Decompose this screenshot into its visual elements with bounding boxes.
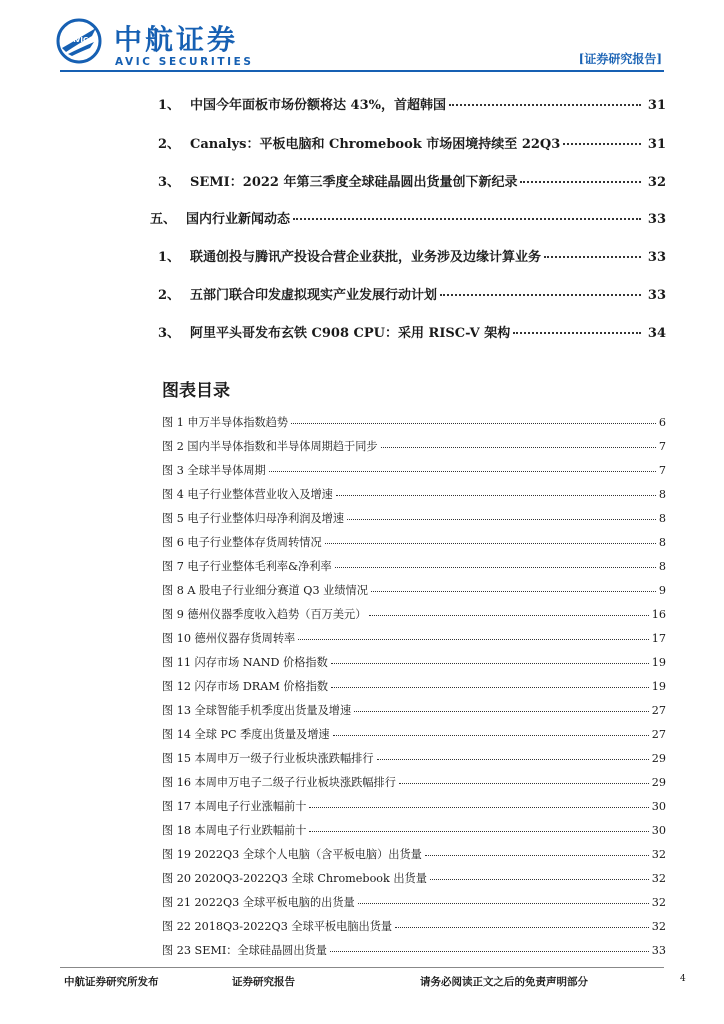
dot-leader — [381, 447, 656, 448]
toc-entry-number: 1、 — [157, 250, 180, 265]
figure-entry-label: 图 22 2018Q3-2022Q3 全球平板电脑出货量 — [162, 920, 393, 933]
toc-entry-title: 五部门联合印发虚拟现实产业发展行动计划 — [190, 288, 438, 303]
toc-entry[interactable] — [0, 171, 724, 190]
figure-entry[interactable] — [162, 414, 666, 430]
figure-entry-label: 图 21 2022Q3 全球平板电脑的出货量 — [162, 896, 355, 909]
figure-entry-page: 19 — [651, 680, 666, 693]
figure-entry-page: 27 — [651, 704, 666, 717]
figure-entry-label: 图 18 本周电子行业跌幅前十 — [162, 824, 307, 837]
figure-entry-page: 8 — [658, 560, 666, 573]
dot-leader — [399, 783, 649, 784]
figure-entry[interactable] — [162, 726, 666, 742]
figure-entry-label: 图 8 A 股电子行业细分赛道 Q3 业绩情况 — [162, 584, 368, 597]
figure-entry-label: 图 20 2020Q3-2022Q3 全球 Chromebook 出货量 — [162, 872, 427, 885]
dot-leader — [331, 663, 649, 664]
toc-entry-page: 31 — [647, 137, 666, 152]
footer-divider — [60, 967, 664, 968]
figure-entry-label: 图 10 德州仪器存货周转率 — [162, 632, 296, 645]
figure-entry-label: 图 4 电子行业整体营业收入及增速 — [162, 488, 333, 501]
toc-entry-page: 33 — [647, 212, 666, 227]
toc-entry-number: 3、 — [157, 175, 180, 190]
dot-leader — [330, 951, 649, 952]
figure-entry-label: 图 7 电子行业整体毛利率&净利率 — [162, 560, 332, 573]
toc-entry[interactable] — [0, 246, 724, 265]
dot-leader — [291, 423, 656, 424]
footer-disclaimer: 请务必阅读正文之后的免责声明部分 — [420, 976, 588, 988]
dot-leader — [354, 711, 649, 712]
dot-leader — [395, 927, 649, 928]
toc-entry-title: 国内行业新闻动态 — [186, 212, 291, 227]
avic-logo-icon — [56, 18, 102, 64]
figure-entry-label: 图 6 电子行业整体存货周转情况 — [162, 536, 322, 549]
brand-name-en: AVIC SECURITIES — [115, 56, 254, 68]
figure-entry-label: 图 3 全球半导体周期 — [162, 464, 266, 477]
toc-entry-page: 33 — [647, 250, 666, 265]
figure-entry-label: 图 16 本周申万电子二级子行业板块涨跌幅排行 — [162, 776, 396, 789]
figure-entry[interactable] — [162, 870, 666, 886]
figure-entry-page: 32 — [651, 896, 666, 909]
figure-entry-label: 图 11 闪存市场 NAND 价格指数 — [162, 656, 328, 669]
figure-entry[interactable] — [162, 750, 666, 766]
figures-list-title: 图表目录 — [162, 381, 230, 401]
toc-entry-page: 33 — [647, 288, 666, 303]
footer-publisher: 中航证券研究所发布 — [64, 976, 159, 988]
toc-entry[interactable] — [0, 133, 724, 152]
page-number: 4 — [680, 974, 686, 984]
figure-entry-page: 7 — [658, 464, 666, 477]
figure-entry-page: 32 — [651, 872, 666, 885]
toc-section-entry[interactable] — [0, 208, 724, 227]
toc-entry-title: 阿里平头哥发布玄铁 C908 CPU：采用 RISC-V 架构 — [190, 326, 511, 341]
figure-entry-label: 图 15 本周申万一级子行业板块涨跌幅排行 — [162, 752, 374, 765]
figure-entry-label: 图 12 闪存市场 DRAM 价格指数 — [162, 680, 329, 693]
figure-entry-page: 33 — [651, 944, 666, 957]
figure-entry-page: 6 — [658, 416, 666, 429]
figure-entry[interactable] — [162, 462, 666, 478]
figure-entry-page: 30 — [651, 824, 666, 837]
dot-leader — [369, 615, 648, 616]
figure-entry-page: 32 — [651, 920, 666, 933]
figure-entry-label: 图 19 2022Q3 全球个人电脑（含平板电脑）出货量 — [162, 848, 422, 861]
toc-entry-number: 2、 — [157, 137, 180, 152]
figure-entry[interactable] — [162, 558, 666, 574]
toc-entry-page: 34 — [647, 326, 666, 341]
figure-entry-page: 30 — [651, 800, 666, 813]
figure-entry-page: 29 — [651, 752, 666, 765]
figure-entry-label: 图 9 德州仪器季度收入趋势（百万美元） — [162, 608, 367, 621]
figure-entry-page: 27 — [651, 728, 666, 741]
dot-leader — [430, 879, 649, 880]
figure-entry[interactable] — [162, 822, 666, 838]
figure-entry[interactable] — [162, 438, 666, 454]
figure-entry[interactable] — [162, 774, 666, 790]
header-divider — [60, 70, 664, 72]
toc-entry-number: 3、 — [157, 326, 180, 341]
figure-entry-label: 图 2 国内半导体指数和半导体周期趋于同步 — [162, 440, 378, 453]
figure-entry-page: 9 — [658, 584, 666, 597]
dot-leader — [425, 855, 649, 856]
logo-text: AVIC — [70, 36, 89, 44]
figure-entry-page: 8 — [658, 488, 666, 501]
dot-leader — [520, 181, 641, 183]
figure-entry[interactable] — [162, 486, 666, 502]
footer-doc-type: 证券研究报告 — [232, 976, 295, 988]
figure-entry-page: 19 — [651, 656, 666, 669]
dot-leader — [563, 143, 641, 145]
figure-entry-label: 图 23 SEMI：全球硅晶圆出货量 — [162, 944, 327, 957]
brand-name-cn: 中航证券 — [114, 23, 239, 56]
figure-entry-label: 图 5 电子行业整体归母净利润及增速 — [162, 512, 345, 525]
figure-entry-page: 16 — [651, 608, 666, 621]
dot-leader — [309, 831, 648, 832]
figure-entry[interactable] — [162, 702, 666, 718]
page-header — [0, 0, 724, 80]
figure-entry-label: 图 1 申万半导体指数趋势 — [162, 416, 289, 429]
dot-leader — [377, 759, 649, 760]
dot-leader — [309, 807, 648, 808]
dot-leader — [347, 519, 656, 520]
toc-entry[interactable] — [0, 322, 724, 341]
figure-entry[interactable] — [162, 582, 666, 598]
dot-leader — [371, 591, 656, 592]
figure-entry[interactable] — [162, 606, 666, 622]
dot-leader — [298, 639, 649, 640]
dot-leader — [544, 256, 641, 258]
dot-leader — [440, 294, 641, 296]
figure-entry-page: 29 — [651, 776, 666, 789]
figure-entry-page: 32 — [651, 848, 666, 861]
toc-entry-page: 31 — [647, 98, 666, 113]
figure-entry-label: 图 17 本周电子行业涨幅前十 — [162, 800, 307, 813]
figure-entry[interactable] — [162, 678, 666, 694]
toc-entry-number: 五、 — [149, 212, 176, 227]
toc-entry[interactable] — [0, 94, 724, 113]
toc-entry-page: 32 — [647, 175, 666, 190]
report-tag: [证券研究报告] — [578, 52, 662, 66]
dot-leader — [358, 903, 649, 904]
figure-entry[interactable] — [162, 654, 666, 670]
dot-leader — [335, 567, 656, 568]
figure-entry-label: 图 13 全球智能手机季度出货量及增速 — [162, 704, 352, 717]
figure-entry[interactable] — [162, 846, 666, 862]
figure-entry[interactable] — [162, 918, 666, 934]
toc-entry[interactable] — [0, 284, 724, 303]
dot-leader — [449, 104, 641, 106]
figure-entry[interactable] — [162, 534, 666, 550]
dot-leader — [333, 735, 649, 736]
dot-leader — [336, 495, 656, 496]
dot-leader — [293, 218, 641, 220]
figure-entry[interactable] — [162, 894, 666, 910]
figure-entry-page: 8 — [658, 512, 666, 525]
figure-entry[interactable] — [162, 510, 666, 526]
figure-entry-page: 17 — [651, 632, 666, 645]
toc-entry-title: 中国今年面板市场份额将达 43%，首超韩国 — [190, 98, 446, 113]
figure-entry[interactable] — [162, 798, 666, 814]
figure-entry-page: 8 — [658, 536, 666, 549]
toc-entry-title: 联通创投与腾讯产投设合营企业获批，业务涉及边缘计算业务 — [190, 250, 542, 265]
figure-entry[interactable] — [162, 942, 666, 958]
figure-entry-page: 7 — [658, 440, 666, 453]
toc-entry-title: SEMI：2022 年第三季度全球硅晶圆出货量创下新纪录 — [190, 175, 518, 190]
dot-leader — [331, 687, 649, 688]
toc-entry-number: 1、 — [157, 98, 180, 113]
figure-entry-label: 图 14 全球 PC 季度出货量及增速 — [162, 728, 330, 741]
figure-entry[interactable] — [162, 630, 666, 646]
toc-entry-number: 2、 — [157, 288, 180, 303]
dot-leader — [269, 471, 656, 472]
toc-entry-title: Canalys：平板电脑和 Chromebook 市场困境持续至 22Q3 — [190, 137, 561, 152]
dot-leader — [513, 332, 641, 334]
dot-leader — [325, 543, 656, 544]
